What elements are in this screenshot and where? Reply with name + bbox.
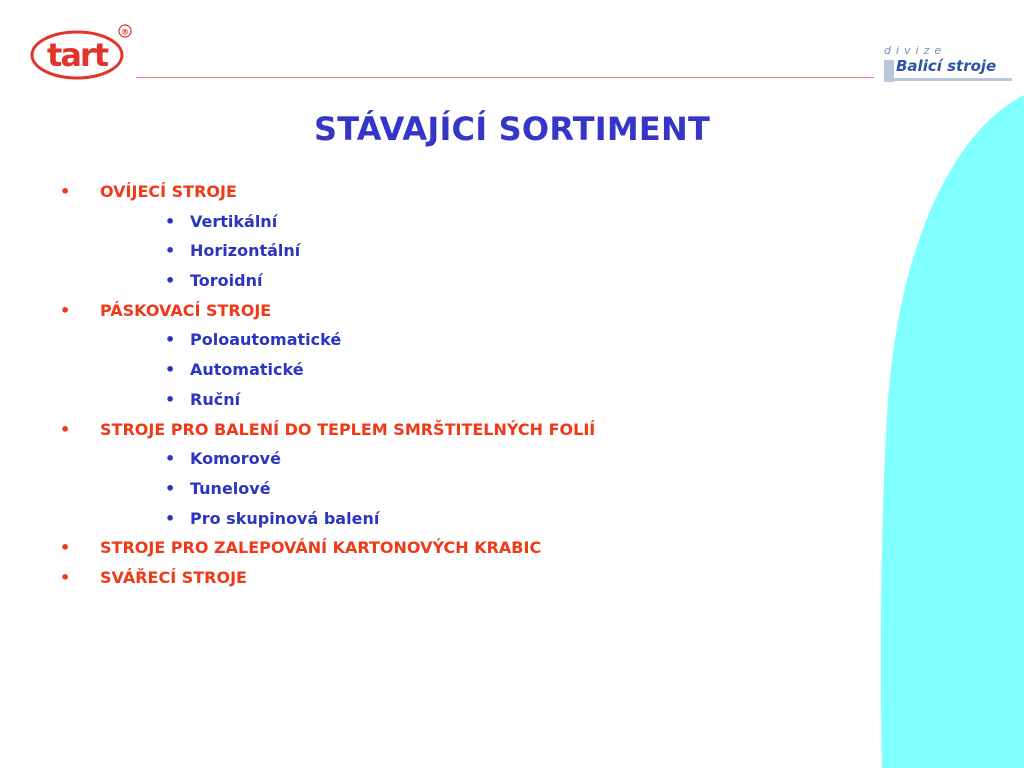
bullet-icon: • bbox=[165, 241, 176, 261]
tart-logo bbox=[30, 22, 136, 82]
subcategory-label: Tunelové bbox=[190, 478, 271, 498]
bullet-icon: • bbox=[60, 300, 71, 320]
subcategory-item bbox=[58, 325, 595, 355]
category-item bbox=[58, 533, 595, 563]
category-label: STROJE PRO BALENÍ DO TEPLEM SMRŠTITELNÝCH FOLIÍ bbox=[100, 419, 596, 439]
bullet-icon: • bbox=[165, 330, 176, 350]
subcategory-label: Vertikální bbox=[190, 211, 278, 231]
bullet-icon: • bbox=[165, 508, 176, 528]
subcategory-item bbox=[58, 266, 595, 296]
category-label: OVÍJECÍ STROJE bbox=[100, 182, 237, 201]
category-label: STROJE PRO ZALEPOVÁNÍ KARTONOVÝCH KRABIC bbox=[100, 538, 542, 558]
subcategory-item bbox=[58, 207, 595, 237]
bullet-icon: • bbox=[60, 182, 71, 201]
subcategory-label: Automatické bbox=[190, 360, 304, 380]
bullet-icon: • bbox=[60, 538, 71, 558]
subcategory-label: Pro skupinová balení bbox=[190, 508, 380, 528]
registered-mark: ® bbox=[121, 27, 129, 37]
division-name: Balicí stroje bbox=[896, 57, 997, 75]
bullet-icon: • bbox=[60, 419, 71, 439]
category-item bbox=[58, 563, 595, 593]
subcategory-label: Ruční bbox=[190, 389, 241, 409]
category-item bbox=[58, 177, 595, 207]
subcategory-item bbox=[58, 474, 595, 504]
bullet-icon: • bbox=[165, 271, 176, 291]
product-list bbox=[58, 177, 595, 593]
header-divider bbox=[136, 77, 874, 78]
slide-title: STÁVAJÍCÍ SORTIMENT bbox=[314, 110, 710, 148]
category-label: PÁSKOVACÍ STROJE bbox=[100, 300, 272, 320]
bullet-icon: • bbox=[165, 478, 176, 498]
tart-logo-text: tart bbox=[47, 36, 107, 74]
bullet-icon: • bbox=[165, 449, 176, 469]
subcategory-item bbox=[58, 236, 595, 266]
division-label: divize bbox=[884, 44, 947, 57]
category-label: SVÁŘECÍ STROJE bbox=[100, 567, 247, 587]
category-item bbox=[58, 296, 595, 326]
bullet-icon: • bbox=[165, 360, 176, 380]
subcategory-label: Komorové bbox=[190, 449, 281, 469]
bullet-icon: • bbox=[60, 567, 71, 587]
subcategory-item bbox=[58, 504, 595, 534]
bullet-icon: • bbox=[165, 211, 176, 231]
subcategory-item bbox=[58, 385, 595, 415]
subcategory-label: Horizontální bbox=[190, 241, 301, 261]
bullet-icon: • bbox=[165, 389, 176, 409]
subcategory-item bbox=[58, 444, 595, 474]
subcategory-item bbox=[58, 355, 595, 385]
category-item bbox=[58, 415, 595, 445]
subcategory-label: Toroidní bbox=[190, 271, 263, 291]
subcategory-label: Poloautomatické bbox=[190, 330, 342, 350]
